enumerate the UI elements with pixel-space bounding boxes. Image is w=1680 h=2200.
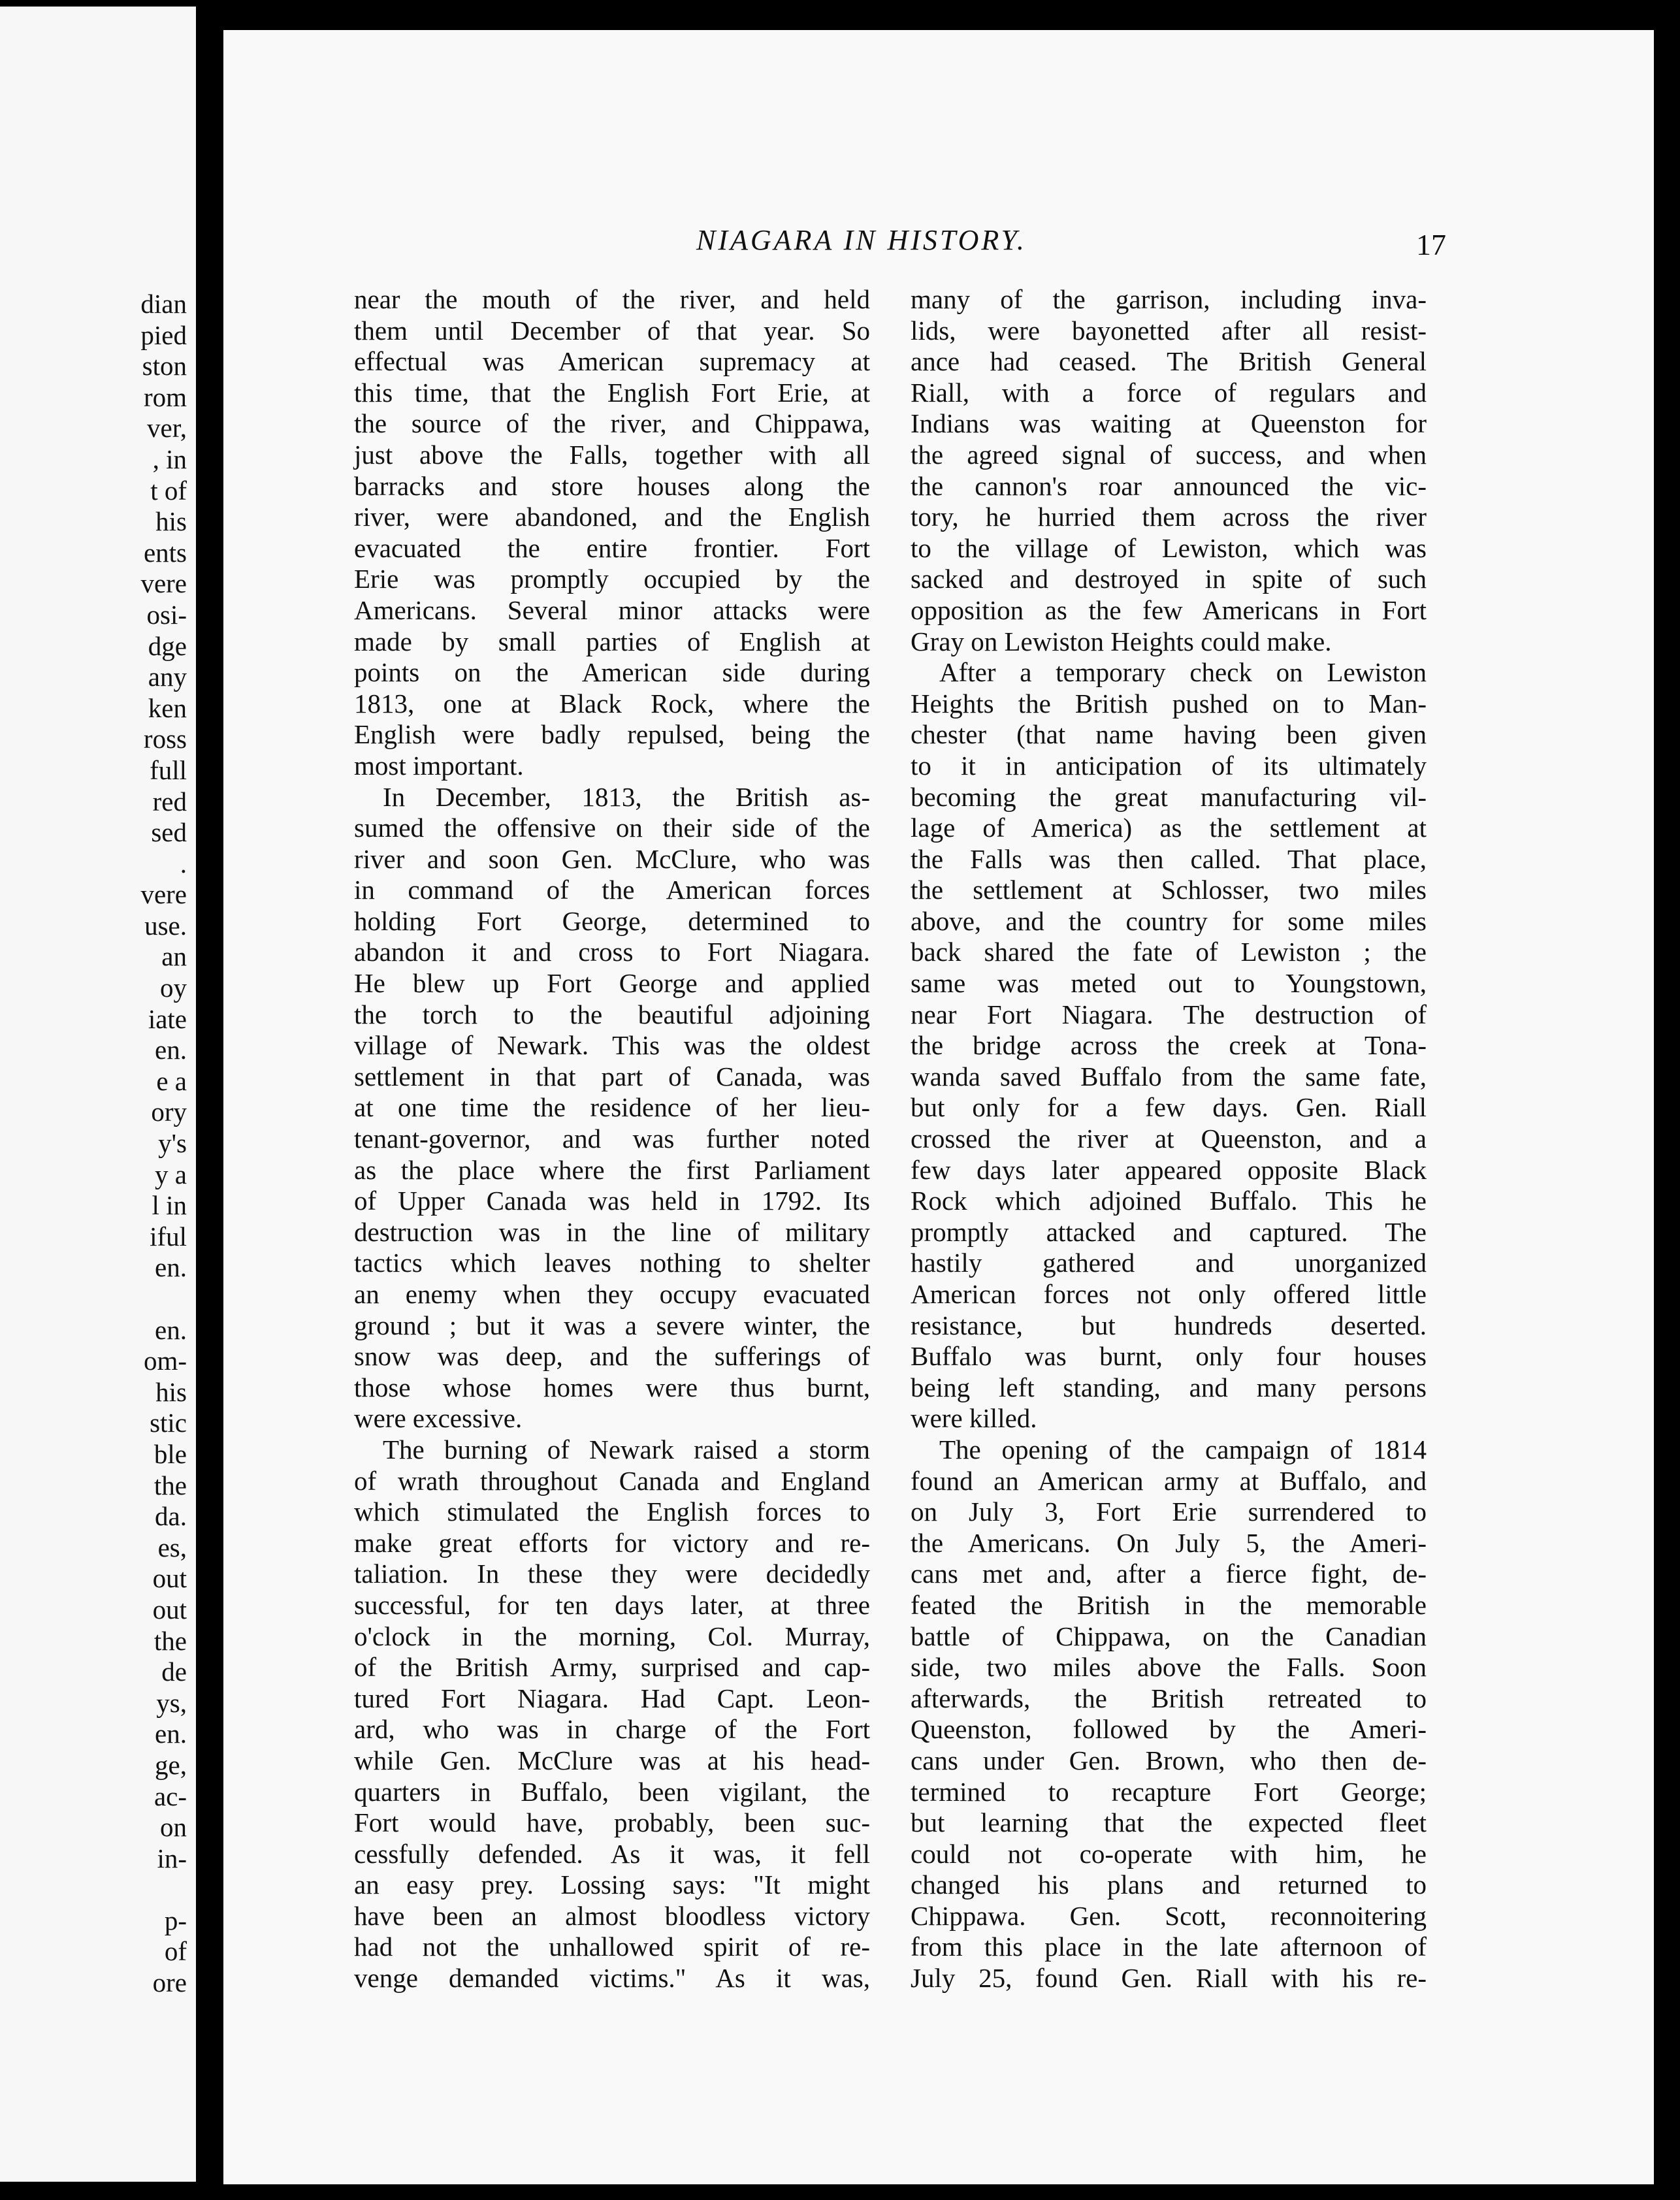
previous-page-fragment: iate	[148, 1003, 187, 1034]
text-line: chester (that name having been given	[911, 719, 1427, 750]
text-line: an enemy when they occupy evacuated	[354, 1279, 870, 1309]
previous-page-fragment: out	[152, 1594, 187, 1625]
text-line: river and soon Gen. McClure, who was	[354, 843, 870, 874]
text-line: near Fort Niagara. The destruction of	[911, 999, 1427, 1029]
text-line: found an American army at Buffalo, and	[911, 1465, 1427, 1496]
text-line: evacuated the entire frontier. Fort	[354, 532, 870, 563]
text-line: hastily gathered and unorganized	[911, 1248, 1427, 1278]
text-line: were excessive.	[354, 1403, 523, 1434]
previous-page-fragment: the	[153, 1470, 187, 1500]
text-line: lage of America) as the settlement at	[911, 813, 1427, 843]
previous-page-fragment: red	[152, 786, 187, 817]
left-text-column	[354, 284, 870, 1994]
previous-page-fragment: his	[155, 1376, 187, 1407]
previous-page-fragment: osi-	[146, 599, 187, 630]
text-line: tory, he hurried them across the river	[911, 502, 1427, 532]
text-line: wanda saved Buffalo from the same fate,	[911, 1061, 1427, 1092]
text-line: many of the garrison, including inva-	[911, 284, 1427, 314]
text-line: destruction was in the line of military	[354, 1216, 870, 1247]
text-line: barracks and store houses along the	[354, 470, 870, 501]
text-line: Erie was promptly occupied by the	[354, 564, 870, 594]
text-line: snow was deep, and the sufferings of	[354, 1341, 870, 1372]
page-number: 17	[1416, 228, 1446, 261]
text-line: taliation. In these they were decidedly	[354, 1559, 870, 1589]
text-line: to it in anticipation of its ultimately	[911, 750, 1427, 781]
text-line: abandon it and cross to Fort Niagara.	[354, 937, 870, 967]
text-line: promptly attacked and captured. The	[911, 1216, 1427, 1247]
text-line: which stimulated the English forces to	[354, 1496, 870, 1527]
text-line: tured Fort Niagara. Had Capt. Leon-	[354, 1683, 870, 1713]
running-head: NIAGARA IN HISTORY.	[696, 224, 1027, 256]
previous-page-fragment: de	[161, 1657, 187, 1687]
previous-page-fragment: on	[160, 1812, 187, 1843]
text-line: July 25, found Gen. Riall with his re-	[911, 1963, 1427, 1994]
previous-page-fragment: sed	[151, 817, 187, 848]
text-line: make great efforts for victory and re-	[354, 1527, 870, 1558]
text-line: of Upper Canada was held in 1792. Its	[354, 1186, 870, 1216]
previous-page-fragment: en.	[155, 1719, 187, 1749]
text-line: the Falls was then called. That place,	[911, 843, 1427, 874]
text-line: ance had ceased. The British General	[911, 346, 1427, 377]
right-text-column	[911, 284, 1427, 1994]
previous-page-fragment: of	[164, 1936, 187, 1967]
text-line: feated the British in the memorable	[911, 1589, 1427, 1620]
previous-page-fragment: any	[148, 662, 187, 692]
text-line: to the village of Lewiston, which was	[911, 532, 1427, 563]
text-line: had not the unhallowed spirit of re-	[354, 1932, 870, 1962]
text-line: of the British Army, surprised and cap-	[354, 1652, 870, 1683]
previous-page-fragment: ble	[153, 1438, 187, 1469]
previous-page-fragment: p-	[164, 1905, 187, 1935]
text-line: Heights the British pushed on to Man-	[911, 688, 1427, 719]
text-line: but only for a few days. Gen. Riall	[911, 1092, 1427, 1123]
text-line: becoming the great manufacturing vil-	[911, 781, 1427, 812]
previous-page-fragment: es,	[157, 1532, 187, 1562]
text-line: effectual was American supremacy at	[354, 346, 870, 377]
previous-page-fragment: iful	[150, 1221, 187, 1252]
previous-page-fragment: en.	[155, 1314, 187, 1345]
text-line: settlement in that part of Canada, was	[354, 1061, 870, 1092]
previous-page-fragment: ys,	[156, 1687, 187, 1718]
text-line: being left standing, and many persons	[911, 1372, 1427, 1402]
text-line: Riall, with a force of regulars and	[911, 377, 1427, 408]
text-line: river, were abandoned, and the English	[354, 502, 870, 532]
previous-page-fragment: stic	[150, 1408, 187, 1438]
previous-page-edge	[0, 7, 196, 2182]
text-line: the source of the river, and Chippawa,	[354, 408, 870, 439]
text-line: resistance, but hundreds deserted.	[911, 1310, 1427, 1340]
text-line: the settlement at Schlosser, two miles	[911, 875, 1427, 905]
text-line: were killed.	[911, 1403, 1037, 1434]
text-line: lids, were bayonetted after all resist-	[911, 315, 1427, 346]
text-line: side, two miles above the Falls. Soon	[911, 1652, 1427, 1683]
text-line: Fort would have, probably, been suc-	[354, 1807, 870, 1838]
previous-page-fragment: his	[155, 506, 187, 537]
text-line: American forces not only offered little	[911, 1279, 1427, 1309]
previous-page-fragment: dge	[148, 630, 187, 661]
text-line: Queenston, followed by the Ameri-	[911, 1714, 1427, 1745]
text-line: made by small parties of English at	[354, 626, 870, 656]
text-line: battle of Chippawa, on the Canadian	[911, 1621, 1427, 1651]
text-line: ground ; but it was a severe winter, the	[354, 1310, 870, 1340]
previous-page-fragment: ac-	[153, 1781, 187, 1811]
text-line: venge demanded victims." As it was,	[354, 1963, 870, 1994]
text-line: those whose homes were thus burnt,	[354, 1372, 870, 1402]
text-line: The burning of Newark raised a storm	[383, 1434, 870, 1464]
previous-page-fragment: vere	[140, 879, 187, 910]
previous-page-fragment: en.	[155, 1035, 187, 1065]
previous-page-fragment: l in	[152, 1190, 187, 1221]
previous-page-fragment: y a	[155, 1159, 187, 1189]
text-line: of wrath throughout Canada and England	[354, 1465, 870, 1496]
text-line: tactics which leaves nothing to shelter	[354, 1248, 870, 1278]
previous-page-fragment: an	[161, 941, 187, 972]
text-line: In December, 1813, the British as-	[383, 781, 870, 812]
previous-page-fragment: ore	[152, 1967, 187, 1998]
previous-page-fragment: oy	[160, 973, 187, 1003]
text-line: from this place in the late afternoon of	[911, 1932, 1427, 1962]
previous-page-fragment: full	[150, 754, 187, 785]
previous-page-fragment: y's	[158, 1128, 187, 1159]
text-line: opposition as the few Americans in Fort	[911, 594, 1427, 625]
previous-page-fragment: out	[152, 1563, 187, 1594]
previous-page-fragment: ents	[143, 537, 187, 568]
text-line: this time, that the English Fort Erie, at	[354, 377, 870, 408]
text-line: Chippawa. Gen. Scott, reconnoitering	[911, 1900, 1427, 1931]
text-line: termined to recapture Fort George;	[911, 1776, 1427, 1807]
text-line: the cannon's roar announced the vic-	[911, 470, 1427, 501]
previous-page-fragments	[4, 289, 187, 1999]
previous-page-fragment: dian	[140, 289, 187, 319]
text-line: cans met and, after a fierce fight, de-	[911, 1559, 1427, 1589]
text-line: just above the Falls, together with all	[354, 439, 870, 470]
text-line: sumed the offensive on their side of the	[354, 813, 870, 843]
text-line: as the place where the first Parliament	[354, 1154, 870, 1185]
previous-page-fragment	[4, 1874, 187, 1905]
text-line: tenant-governor, and was further noted	[354, 1124, 870, 1154]
text-line: most important.	[354, 750, 524, 781]
previous-page-fragment: e a	[156, 1065, 187, 1096]
text-line: the torch to the beautiful adjoining	[354, 999, 870, 1029]
text-line: on July 3, Fort Erie surrendered to	[911, 1496, 1427, 1527]
text-line: holding Fort George, determined to	[354, 905, 870, 936]
text-line: at one time the residence of her lieu-	[354, 1092, 870, 1123]
text-line: village of Newark. This was the oldest	[354, 1030, 870, 1061]
text-line: same was meted out to Youngstown,	[911, 968, 1427, 999]
previous-page-fragment: vere	[140, 568, 187, 599]
text-line: the Americans. On July 5, the Ameri-	[911, 1527, 1427, 1558]
text-line: points on the American side during	[354, 657, 870, 688]
text-line: near the mouth of the river, and held	[354, 284, 870, 314]
text-line: sacked and destroyed in spite of such	[911, 564, 1427, 594]
previous-page-fragment: in-	[157, 1843, 187, 1873]
text-line: successful, for ten days later, at three	[354, 1589, 870, 1620]
text-line: He blew up Fort George and applied	[354, 968, 870, 999]
text-line: changed his plans and returned to	[911, 1869, 1427, 1900]
previous-page-fragment	[4, 1284, 187, 1315]
text-line: o'clock in the morning, Col. Murray,	[354, 1621, 870, 1651]
text-line: back shared the fate of Lewiston ; the	[911, 937, 1427, 967]
text-line: the agreed signal of success, and when	[911, 439, 1427, 470]
book-page	[223, 30, 1654, 2184]
previous-page-fragment: ver,	[147, 413, 187, 444]
text-line: Gray on Lewiston Heights could make.	[911, 626, 1332, 656]
text-line: Rock which adjoined Buffalo. This he	[911, 1186, 1427, 1216]
text-line: but learning that the expected fleet	[911, 1807, 1427, 1838]
previous-page-fragment: rom	[143, 381, 187, 412]
text-line: Indians was waiting at Queenston for	[911, 408, 1427, 439]
text-line: 1813, one at Black Rock, where the	[354, 688, 870, 719]
previous-page-fragment: , in	[152, 444, 187, 474]
text-line: The opening of the campaign of 1814	[939, 1434, 1427, 1464]
text-line: English were badly repulsed, being the	[354, 719, 870, 750]
previous-page-fragment: ston	[142, 351, 187, 381]
previous-page-fragment: en.	[155, 1252, 187, 1283]
text-line: few days later appeared opposite Black	[911, 1154, 1427, 1185]
text-line: them until December of that year. So	[354, 315, 870, 346]
text-line: an easy prey. Lossing says: "It might	[354, 1869, 870, 1900]
previous-page-fragment: om-	[143, 1346, 187, 1376]
previous-page-fragment: .	[180, 848, 187, 879]
previous-page-fragment: ory	[151, 1097, 187, 1127]
text-line: afterwards, the British retreated to	[911, 1683, 1427, 1713]
text-line: After a temporary check on Lewiston	[939, 657, 1427, 688]
previous-page-fragment: t of	[150, 475, 187, 506]
previous-page-fragment: ross	[143, 724, 187, 754]
previous-page-fragment: use.	[144, 910, 187, 941]
text-line: Buffalo was burnt, only four houses	[911, 1341, 1427, 1372]
text-line: have been an almost bloodless victory	[354, 1900, 870, 1931]
text-line: ard, who was in charge of the Fort	[354, 1714, 870, 1745]
previous-page-fragment: the	[153, 1625, 187, 1656]
text-line: in command of the American forces	[354, 875, 870, 905]
text-line: the bridge across the creek at Tona-	[911, 1030, 1427, 1061]
text-line: above, and the country for some miles	[911, 905, 1427, 936]
previous-page-fragment: da.	[155, 1501, 187, 1532]
text-line: quarters in Buffalo, been vigilant, the	[354, 1776, 870, 1807]
text-line: could not co-operate with him, he	[911, 1838, 1427, 1869]
previous-page-fragment: ken	[148, 692, 187, 723]
text-line: crossed the river at Queenston, and a	[911, 1124, 1427, 1154]
text-line: while Gen. McClure was at his head-	[354, 1745, 870, 1775]
text-line: cans under Gen. Brown, who then de-	[911, 1745, 1427, 1775]
previous-page-fragment: pied	[140, 319, 187, 350]
text-line: Americans. Several minor attacks were	[354, 594, 870, 625]
text-line: cessfully defended. As it was, it fell	[354, 1838, 870, 1869]
previous-page-fragment: ge,	[155, 1749, 187, 1780]
